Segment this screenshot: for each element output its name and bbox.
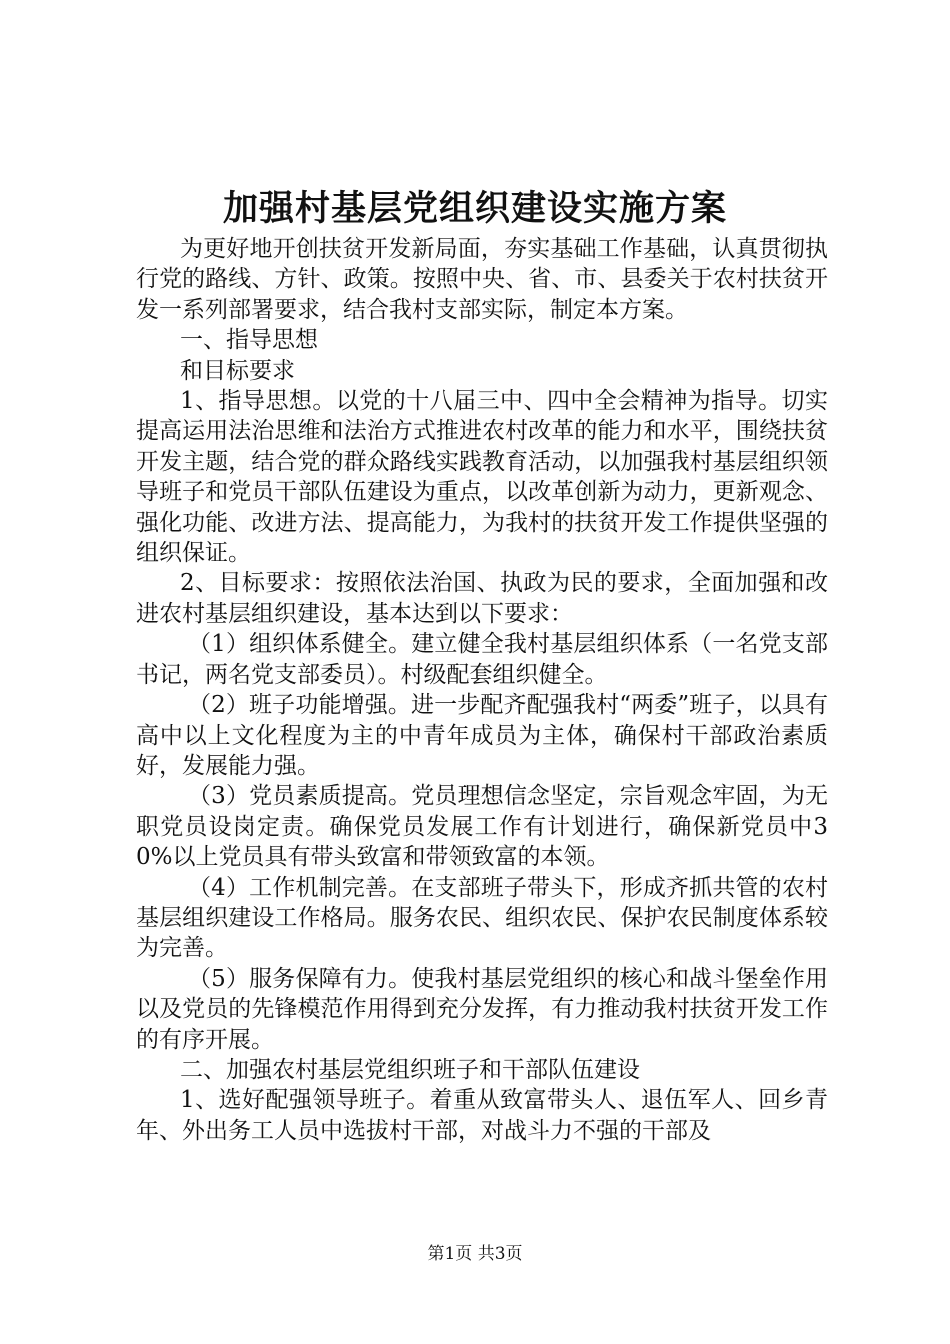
paragraph-item-5: （5）服务保障有力。使我村基层党组织的核心和战斗堡垒作用以及党员的先锋模范作用得到充分发挥，有力推动我村扶贫开发工作的有序开展。: [136, 965, 828, 1053]
paragraph-select-leadership: 1、选好配强领导班子。着重从致富带头人、退伍军人、回乡青年、外出务工人员中选拔村干部，对战斗力不强的干部及: [136, 1087, 828, 1144]
page-footer: 第1页 共3页: [427, 1244, 523, 1264]
intro-paragraph: 为更好地开创扶贫开发新局面，夯实基础工作基础，认真贯彻执行党的路线、方针、政策。按照中央、省、市、县委关于农村扶贫开发一系列部署要求，结合我村支部实际，制定本方案。: [136, 236, 828, 323]
paragraph-target-requirements: 2、目标要求：按照依法治国、执政为民的要求，全面加强和改进农村基层组织建设，基本达到以下要求：: [136, 570, 828, 627]
section-heading-2: 二、加强农村基层党组织班子和干部队伍建设: [180, 1056, 640, 1083]
document-title: 加强村基层党组织建设实施方案: [222, 188, 727, 229]
paragraph-item-2: （2）班子功能增强。进一步配齐配强我村“两委”班子，以具有高中以上文化程度为主的中青年成员为主体，确保村干部政治素质好，发展能力强。: [136, 692, 828, 779]
section-heading-1-continued: 和目标要求: [180, 357, 295, 384]
paragraph-item-1: （1）组织体系健全。建立健全我村基层组织体系（一名党支部书记，两名党支部委员）。村级配套组织健全。: [136, 631, 828, 688]
paragraph-item-4: （4）工作机制完善。在支部班子带头下，形成齐抓共管的农村基层组织建设工作格局。服务农民、组织农民、保护农民制度体系较为完善。: [136, 874, 828, 962]
paragraph-guiding-thought: 1、指导思想。以党的十八届三中、四中全会精神为指导。切实提高运用法治思维和法治方式推进农村改革的能力和水平，围绕扶贫开发主题，结合党的群众路线实践教育活动，以加强我村基层组织领导班子和党员干部队伍建设为重点，以改革创新为动力，更新观念、强化功能、改进方法、提高能力，为我村的扶贫开发工作提供坚强的组织保证。: [136, 388, 828, 567]
document-body: [136, 234, 828, 1146]
section-heading-1: 一、指导思想: [180, 327, 318, 354]
paragraph-item-3: （3）党员素质提高。党员理想信念坚定，宗旨观念牢固，为无职党员设岗定责。确保党员发展工作有计划进行，确保新党员中30%以上党员具有带头致富和带领致富的本领。: [136, 783, 828, 871]
